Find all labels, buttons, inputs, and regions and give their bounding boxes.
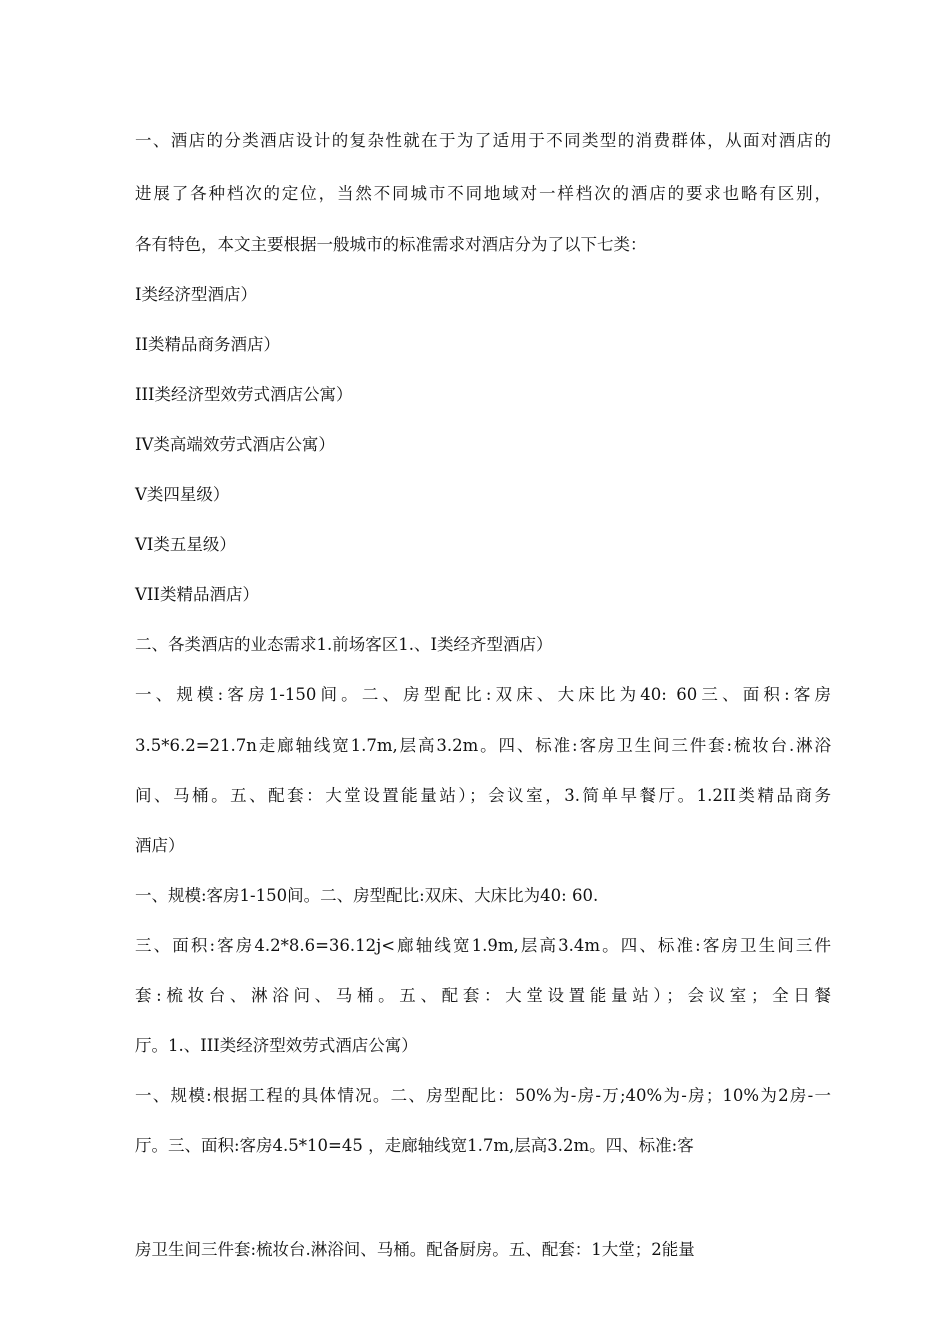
paragraph-line: 一、规模:客房1-150间。二、房型配比:双床、大床比为40: 60. bbox=[135, 886, 599, 905]
paragraph-line: 间、马桶。五、配套：大堂设置能量站）；会议室，3.简单早餐厅。1.2II类精品商务 bbox=[135, 786, 831, 805]
paragraph-line: 3.5*6.2=21.7n走廊轴线宽1.7m,层高3.2m。四、标准:客房卫生间三件套:梳妆台.淋浴 bbox=[135, 736, 831, 755]
paragraph-line: 进展了各种档次的定位，当然不同城市不同地域对一样档次的酒店的要求也略有区别， bbox=[135, 184, 831, 203]
paragraph-line: V类四星级） bbox=[135, 485, 230, 504]
paragraph-line: II类精品商务酒店） bbox=[135, 335, 281, 354]
paragraph-line: 一、酒店的分类酒店设计的复杂性就在于为了适用于不同类型的消费群体，从面对酒店的 bbox=[135, 131, 831, 150]
paragraph-line: 酒店） bbox=[135, 836, 185, 855]
paragraph-line: 一、规模:客房1-150间。二、房型配比:双床、大床比为40: 60三、面积:客房 bbox=[135, 685, 831, 704]
paragraph-line: 一、规模:根据工程的具体情况。二、房型配比：50%为-房-万;40%为-房；10%为2房-一 bbox=[135, 1086, 831, 1105]
paragraph-line: III类经济型效劳式酒店公寓） bbox=[135, 385, 353, 404]
paragraph-line: 二、各类酒店的业态需求1.前场客区1.、I类经齐型酒店） bbox=[135, 635, 553, 654]
paragraph-line: I类经济型酒店） bbox=[135, 285, 258, 304]
paragraph-line: 套:梳妆台、淋浴问、马桶。五、配套：大堂设置能量站）；会议室；全日餐 bbox=[135, 986, 831, 1005]
paragraph-line: VI类五星级） bbox=[135, 535, 236, 554]
paragraph-line: IV类高端效劳式酒店公寓） bbox=[135, 435, 335, 454]
paragraph-line: VII类精品酒店） bbox=[135, 585, 259, 604]
paragraph-line: 厅。三、面积:客房4.5*10=45 ，走廊轴线宽1.7m,层高3.2m。四、标准:客 bbox=[135, 1136, 694, 1155]
paragraph-line: 房卫生间三件套:梳妆台.淋浴间、马桶。配备厨房。五、配套：1大堂；2能量 bbox=[135, 1240, 695, 1259]
paragraph-line: 厅。1.、III类经济型效劳式酒店公寓） bbox=[135, 1036, 418, 1055]
paragraph-line: 三、面积:客房4.2*8.6=36.12j<廊轴线宽1.9m,层高3.4m。四、标准:客房卫生间三件 bbox=[135, 936, 831, 955]
paragraph-line: 各有特色，本文主要根据一般城市的标准需求对酒店分为了以下七类： bbox=[135, 235, 647, 254]
